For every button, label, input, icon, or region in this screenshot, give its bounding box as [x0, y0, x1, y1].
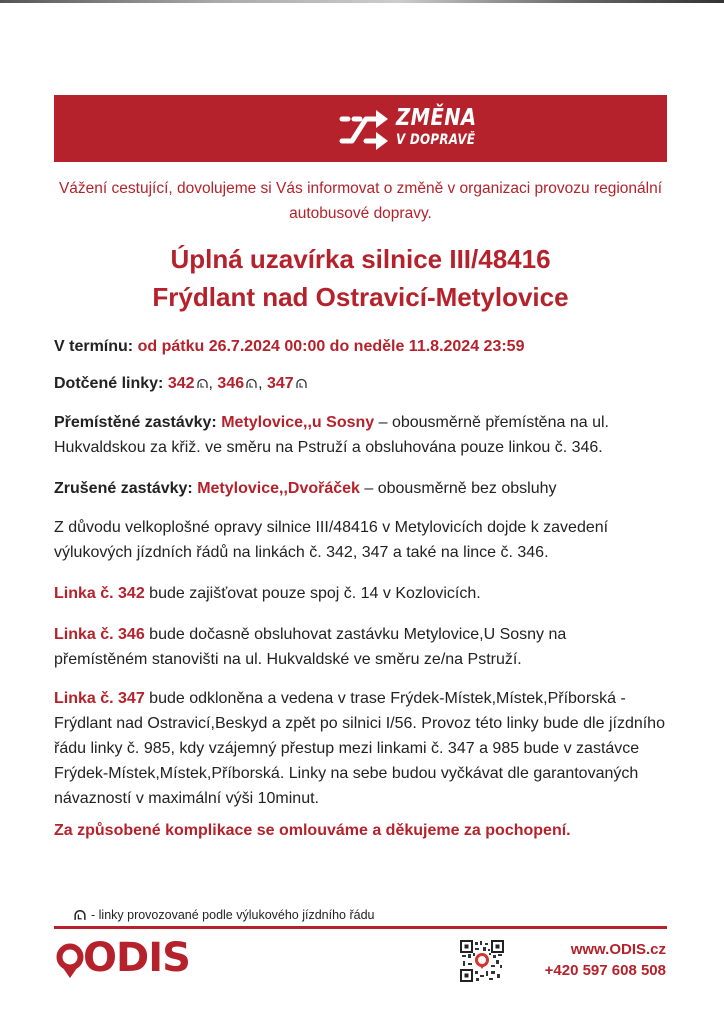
headline	[54, 240, 667, 316]
scan-edge	[0, 0, 724, 3]
qr-code[interactable]	[460, 940, 504, 982]
affected-line: 347	[267, 375, 294, 392]
affected-lines-row: Dotčené linky: 342 , 346 , 347	[54, 371, 684, 396]
term-row	[54, 334, 684, 359]
footer-divider	[54, 926, 667, 929]
website-link[interactable]: www.ODIS.cz	[570, 941, 666, 958]
location-pin-icon	[56, 941, 84, 981]
headline-line2: Frýdlant nad Ostravicí-Metylovice	[152, 282, 569, 312]
affected-line: 346	[217, 375, 245, 392]
detour-timetable-icon	[196, 378, 209, 389]
banner-subtitle: V DOPRAVĚ	[396, 132, 476, 148]
route-change-arrows-icon	[338, 107, 390, 151]
cancelled-stops-label: Zrušené zastávky:	[54, 480, 193, 497]
line-note-text: bude odkloněna a vedena v trase Frýdek-Místek,Místek,Příborská - Frýdlant nad Ostravicí,Beskyd a zpět po silnici I/56. Provoz této linky bude dle jízdního řádu linky č. 985, kdy vzájemný přestup mezi linkami č. 347 a 985 bude v zastávce Frýdek-Místek,Místek,Příborská. Linky na sebe budou vyčkávat dle garantovaných návazností v maximální výši 10minut.	[54, 690, 665, 807]
affected-line: 342	[167, 375, 195, 392]
detour-timetable-icon	[73, 909, 87, 921]
logo-text: ODIS	[83, 935, 190, 981]
cancelled-stops-row	[54, 476, 684, 501]
cancelled-stop-text: – obousměrně bez obsluhy	[359, 480, 557, 497]
intro-text: Vážení cestující, dovolujeme si Vás informovat o změně v organizaci provozu regionální autobusové dopravy.	[58, 180, 663, 222]
term-label: V termínu:	[54, 338, 134, 355]
odis-logo	[56, 937, 196, 983]
line-note-text: bude dočasně obsluhovat zastávku Metylovice,U Sosny na přemístěném stanovišti na ul. Hukvaldské ve směru ze/na Pstruží.	[54, 626, 567, 668]
relocated-stops-row	[54, 410, 674, 460]
relocated-stop-name: Metylovice,,u Sosny	[221, 414, 375, 431]
term-value: od pátku 26.7.2024 00:00 do neděle 11.8.2024 23:59	[137, 338, 525, 355]
line-note-label: Linka č. 346	[54, 626, 145, 643]
detour-timetable-icon	[295, 378, 308, 389]
banner-title: ZMĚNA	[396, 105, 477, 131]
reason-text: Z důvodu velkoplošné opravy silnice III/48416 v Metylovicích dojde k zavedení výlukových jízdních řádů na linkách č. 342, 347 a také na lince č. 346.	[54, 519, 609, 561]
closing-text: Za způsobené komplikace se omlouváme a děkujeme za pochopení.	[54, 822, 571, 839]
line-note-346	[54, 622, 654, 672]
phone-number[interactable]: +420 597 608 508	[544, 962, 666, 979]
line-note-label: Linka č. 342	[54, 585, 145, 602]
relocated-stop-text: – obousměrně přemístěna na ul. Hukvaldskou za křiž. ve směru na Pstruží a obsluhována pouze linkou č. 346.	[54, 414, 609, 456]
cancelled-stop-name: Metylovice,,Dvořáček	[197, 480, 360, 497]
line-note-342	[54, 581, 684, 606]
detour-timetable-icon	[245, 378, 258, 389]
line-note-label: Linka č. 347	[54, 690, 145, 707]
legend-text: - linky provozované podle výlukového jízdního řádu	[91, 908, 375, 922]
line-note-text: bude zajišťovat pouze spoj č. 14 v Kozlovicích.	[144, 585, 481, 602]
headline-line1: Úplná uzavírka silnice III/48416	[170, 244, 551, 274]
affected-lines-label: Dotčené linky:	[54, 375, 164, 392]
relocated-stops-label: Přemístěné zastávky:	[54, 414, 217, 431]
legend	[73, 907, 375, 923]
line-note-347	[54, 686, 674, 811]
change-banner	[54, 95, 667, 162]
